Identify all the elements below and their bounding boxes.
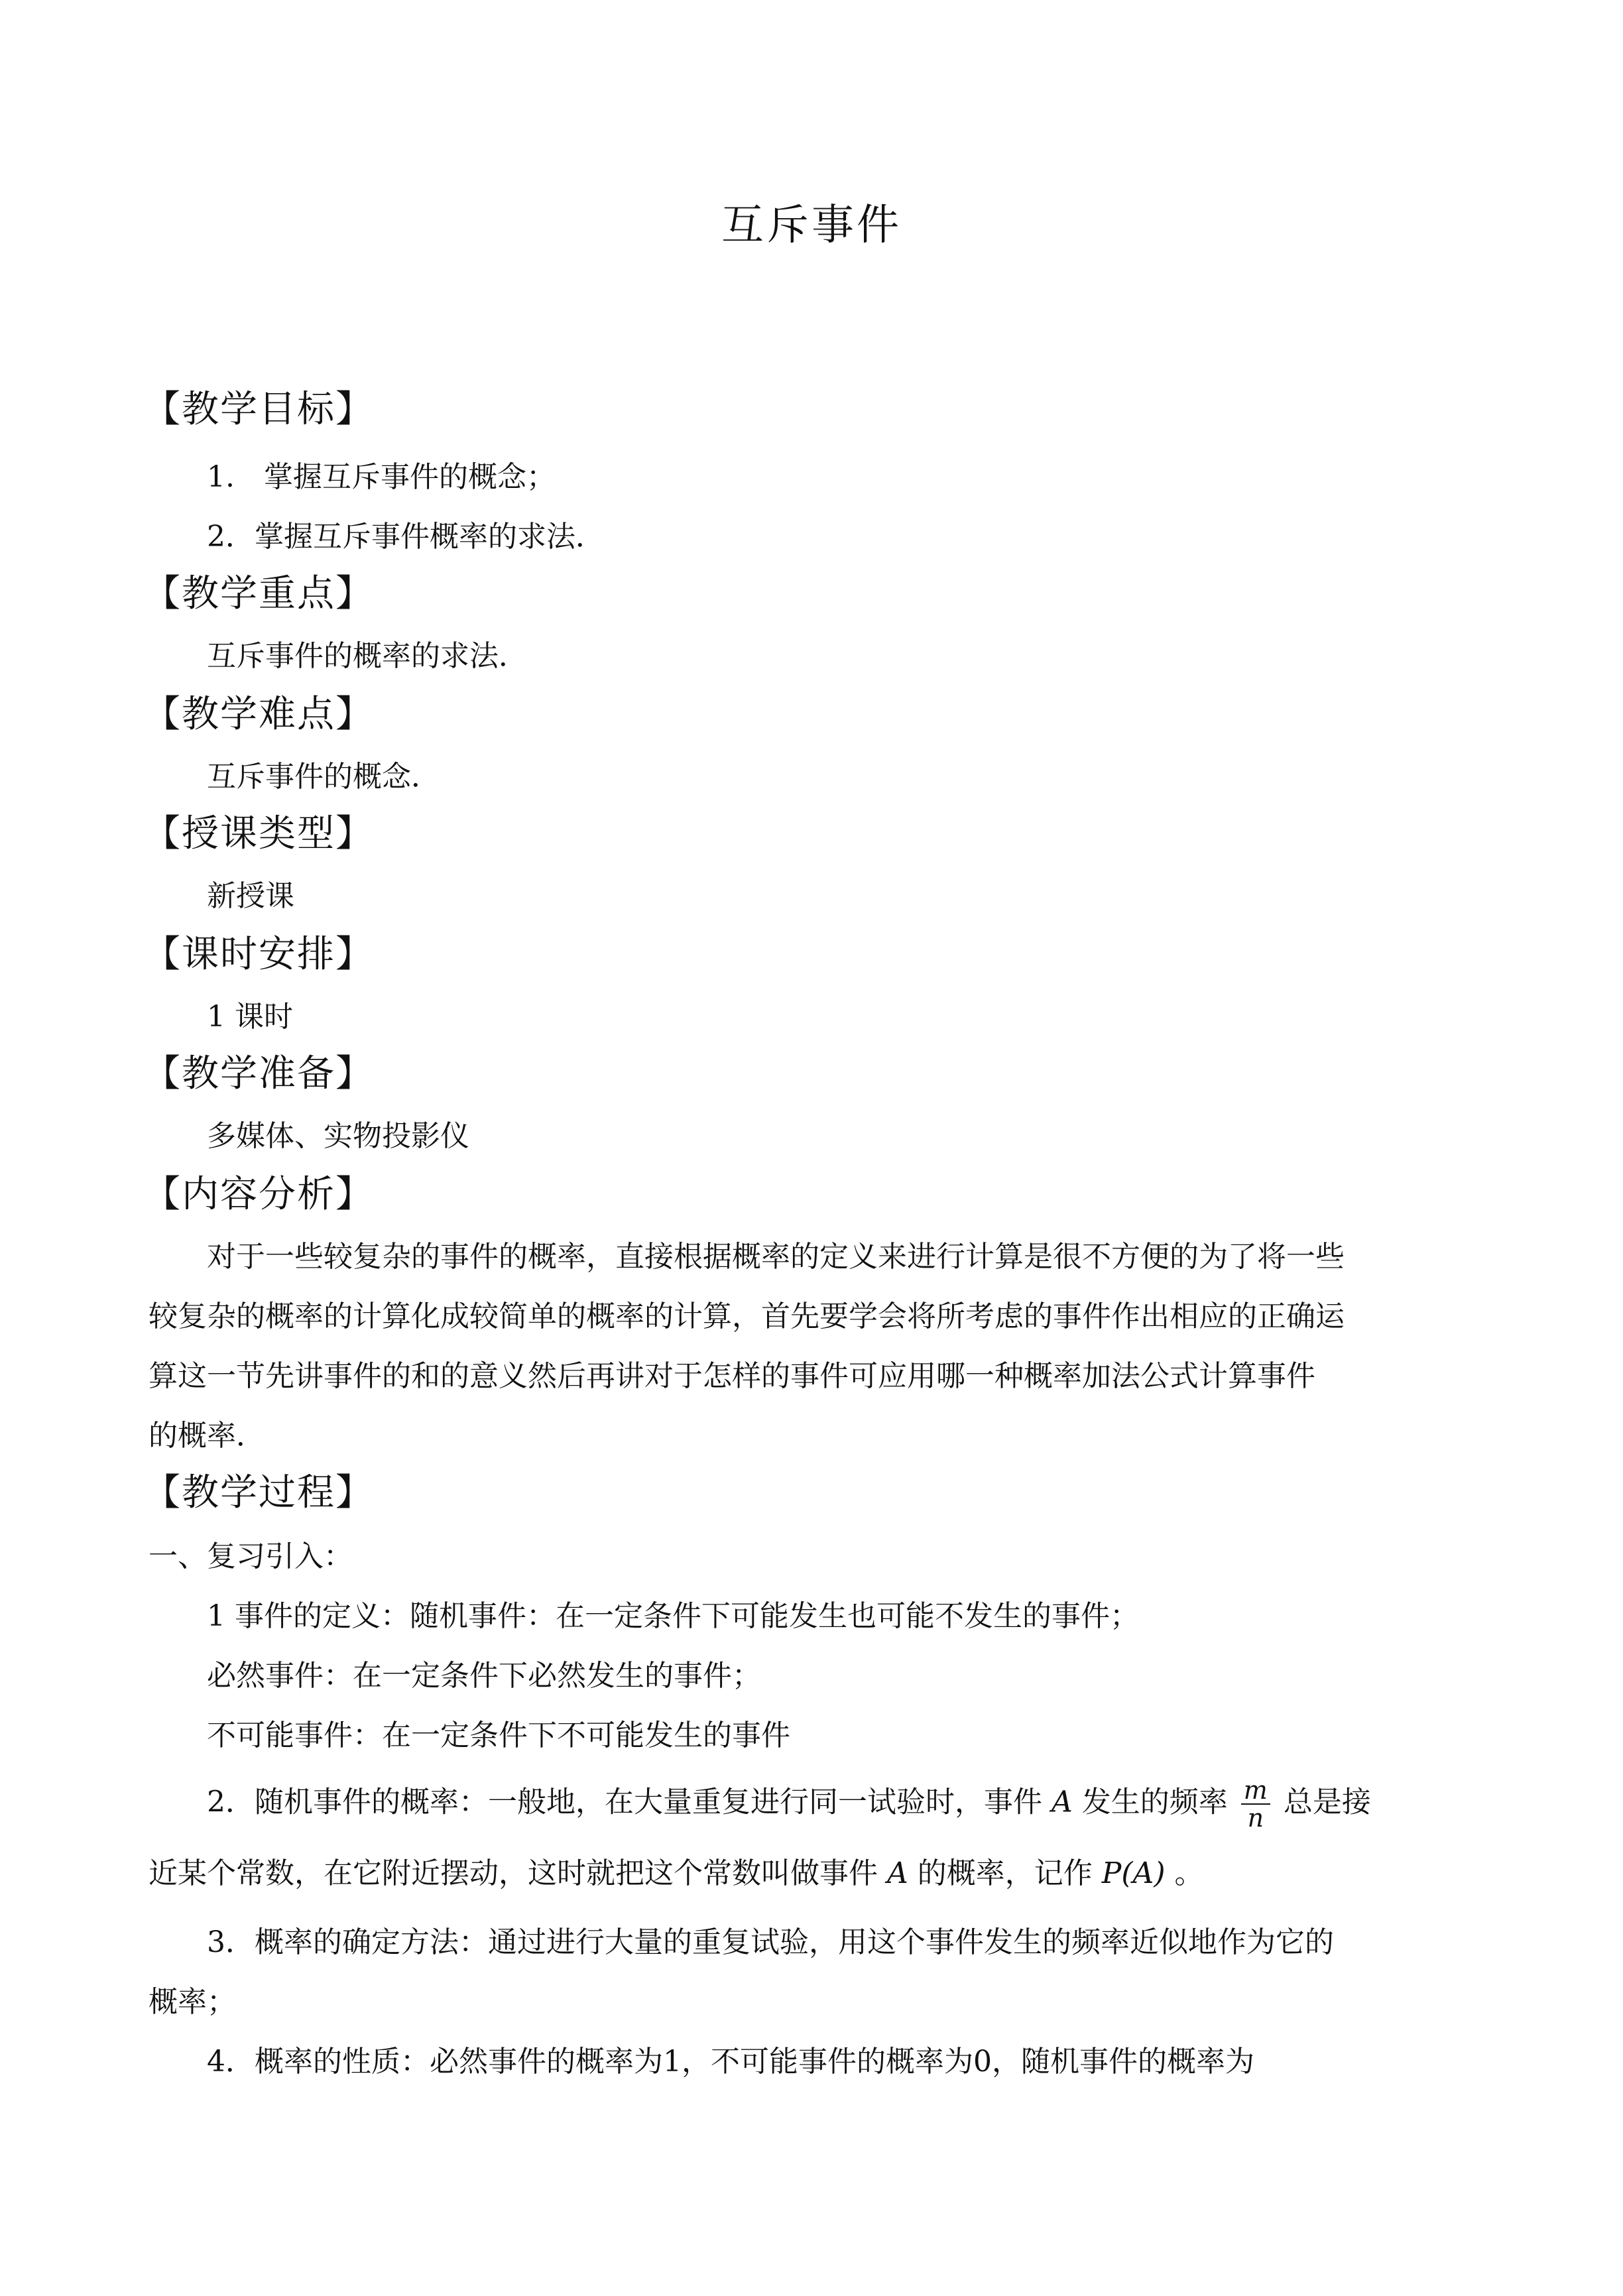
- probability-line-2: [149, 1854, 1204, 1894]
- review-title: 一、复习引入：: [149, 1540, 353, 1573]
- difficulties-text: 互斥事件的概念．: [207, 760, 440, 794]
- fraction-numerator: m: [1241, 1777, 1270, 1805]
- event-variable: A: [1052, 1785, 1073, 1819]
- property-line: 4．概率的性质：必然事件的概率为1，不可能事件的概率为0，随机事件的概率为: [207, 2045, 1254, 2079]
- analysis-line-2: 较复杂的概率的计算化成较简单的概率的计算，首先要学会将所考虑的事件作出相应的正确运: [149, 1299, 1345, 1333]
- definition-line-3: 不可能事件：在一定条件下不可能发生的事件: [207, 1719, 790, 1752]
- heading-preparation: 【教学准备】: [143, 1052, 374, 1095]
- heading-objectives: 【教学目标】: [143, 388, 374, 431]
- heading-lesson-type: 【授课类型】: [143, 812, 374, 855]
- heading-difficulties: 【教学难点】: [143, 693, 374, 736]
- probability-text-d: 近某个常数，在它附近摆动，这时就把这个常数叫做事件: [149, 1856, 878, 1890]
- analysis-line-1: 对于一些较复杂的事件的概率，直接根据概率的定义来进行计算是很不方便的为了将一些: [207, 1240, 1345, 1274]
- fraction-denominator: n: [1247, 1803, 1264, 1833]
- definition-line-2: 必然事件：在一定条件下必然发生的事件；: [207, 1659, 761, 1693]
- heading-analysis: 【内容分析】: [143, 1173, 374, 1216]
- heading-schedule: 【课时安排】: [143, 933, 374, 976]
- probability-text-b: 发生的频率: [1081, 1785, 1228, 1819]
- frequency-fraction: [1241, 1777, 1270, 1831]
- objective-item-1: 1. 掌握互斥事件的概念；: [207, 460, 556, 494]
- objective-item-2: 2．掌握互斥事件概率的求法．: [207, 520, 605, 554]
- definition-line-1: 1 事件的定义：随机事件：在一定条件下可能发生也可能不发生的事件；: [207, 1599, 1139, 1633]
- probability-text-c: 总是接: [1283, 1785, 1371, 1819]
- probability-line-1: [207, 1777, 1371, 1831]
- method-line-2: 概率；: [149, 1985, 236, 2019]
- analysis-line-3: 算这一节先讲事件的和的意义然后再讲对于怎样的事件可应用哪一种概率加法公式计算事件: [149, 1359, 1315, 1393]
- heading-key-points: 【教学重点】: [143, 572, 374, 615]
- page-title: 互斥事件: [721, 201, 902, 250]
- analysis-line-4: 的概率．: [149, 1419, 265, 1453]
- heading-process: 【教学过程】: [143, 1471, 374, 1514]
- lesson-type-text: 新授课: [207, 879, 294, 913]
- method-line-1: 3．概率的确定方法：通过进行大量的重复试验，用这个事件发生的频率近似地作为它的: [207, 1925, 1334, 1959]
- schedule-text: 1 课时: [207, 1000, 293, 1034]
- probability-notation: P(A): [1101, 1856, 1166, 1890]
- key-points-text: 互斥事件的概率的求法．: [207, 639, 528, 673]
- preparation-text: 多媒体、实物投影仪: [207, 1119, 469, 1153]
- probability-text-a: 2．随机事件的概率：一般地，在大量重复进行同一试验时，事件: [207, 1785, 1042, 1819]
- probability-text-f: 。: [1174, 1856, 1204, 1890]
- probability-text-e: 的概率，记作: [917, 1856, 1093, 1890]
- event-variable-2: A: [887, 1856, 908, 1890]
